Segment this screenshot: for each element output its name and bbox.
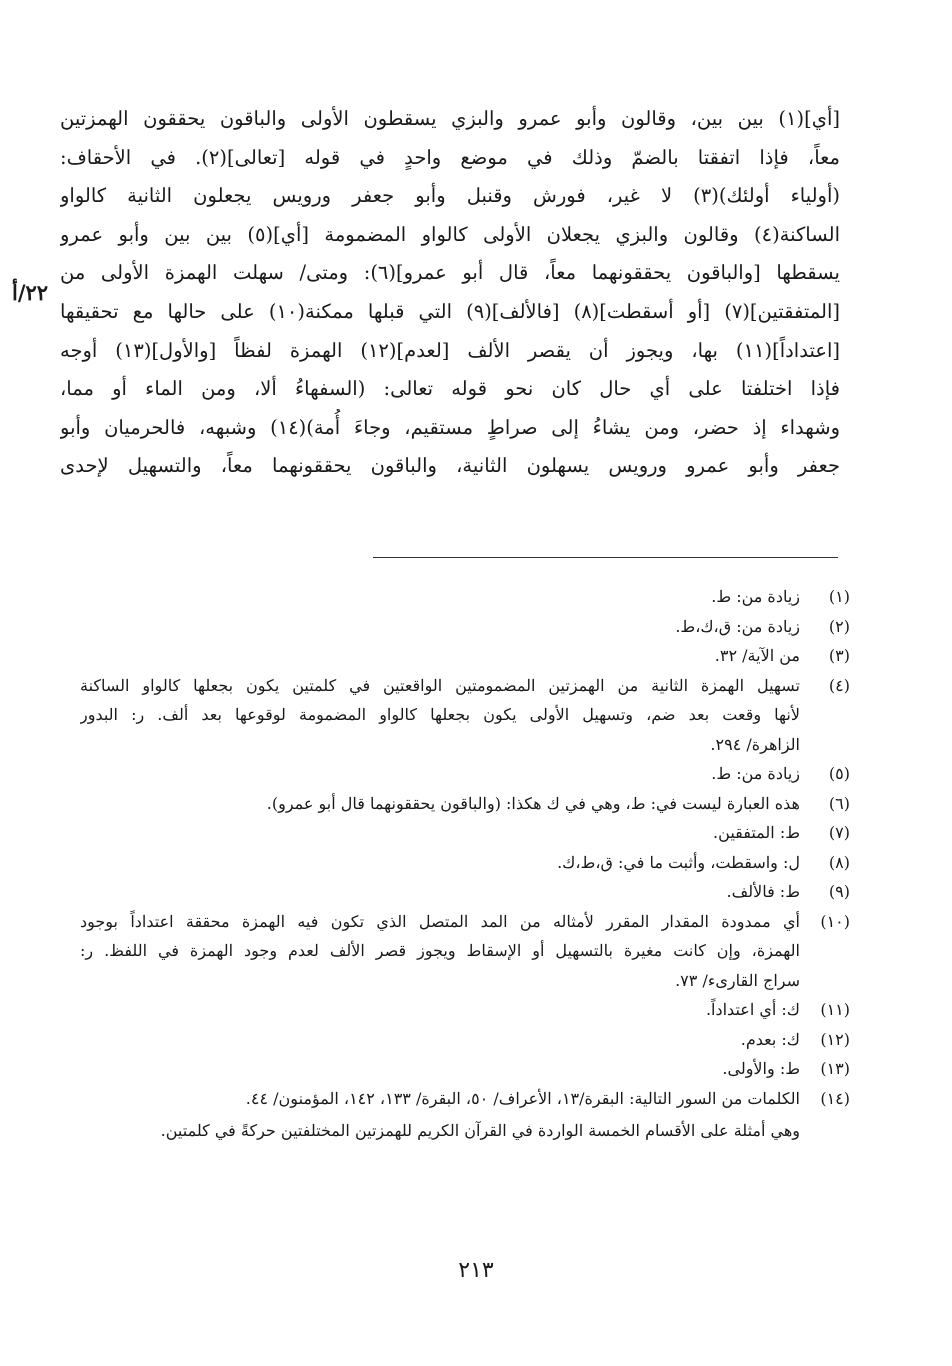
footnote-number: (٦) xyxy=(828,793,850,813)
footnote-number: (١) xyxy=(828,587,850,606)
footnote-number: (١٠) xyxy=(820,911,850,931)
footnote xyxy=(80,818,850,848)
text-line: جعفر وأبو عمرو ورويس يسهلون الثانية، والباقون يحققونهما معاً، والتسهيل لإحدى xyxy=(60,454,840,478)
text-line: فإذا اختلفتا على أي حال كان نحو قوله تعالى: (السفهاءُ ألا، ومن الماء أو مما، xyxy=(60,377,840,401)
text-line: يسقطها [والباقون يحققونهما معاً، قال أبو عمرو](٦): ومتى/ سهلت الهمزة الأولى من xyxy=(60,261,840,285)
footnote-number: (١٤) xyxy=(820,1088,850,1108)
footnote-text: ك: أي اعتداداً. xyxy=(705,1000,800,1019)
footnote-text: ل: واسقطت، وأثبت ما في: ق،ط،ك. xyxy=(557,852,800,872)
footnote-text: تسهيل الهمزة الثانية من الهمزتين المضمومتين الواقعتين في كلمتين يكون بجعلها كالواو الساكنة xyxy=(80,675,800,695)
footnote xyxy=(80,877,850,907)
text-line: وشهداء إذ حضر، ومن يشاءُ إلى صراطٍ مستقيم، وجاءَ أُمة)(١٤) وشبهه، فالحرميان وأبو xyxy=(60,415,840,439)
footnote-text: أي ممدودة المقدار المقرر لأمثاله من المد المتصل الذي تكون فيه الهمزة محققة اعتداداً بوجود xyxy=(80,911,800,931)
text-line: (أولياء أولئك)(٣) لا غير، فورش وقنبل وأبو جعفر ورويس يجعلون الثانية كالواو xyxy=(60,184,840,208)
footnote-text: الهمزة، وإن كانت مغيرة بالتسهيل أو الإسقاط ويجوز قصر الألف لعدم وجود الهمزة في اللفظ. ر: xyxy=(80,941,800,960)
footnote-text: من الآية/ ٣٢. xyxy=(714,646,800,665)
footnote-number: (٩) xyxy=(828,882,850,901)
footnote xyxy=(80,641,850,671)
footnote-continuation: وهي أمثلة على الأقسام الخمسة الواردة في القرآن الكريم للهمزتين المختلفتين حركةً في كلمتين. xyxy=(160,1121,800,1140)
footnote-text: هذه العبارة ليست في: ط، وهي في ك هكذا: (والباقون يحققونهما قال أبو عمرو). xyxy=(266,793,800,813)
footnote-text: ط: والأولى. xyxy=(722,1059,800,1078)
footnote xyxy=(80,1054,850,1084)
text-line: [اعتداداً](١١) بها، ويجوز أن يقصر الألف [لعدم](١٢) الهمزة لفظاً [والأول](١٣) أوجه xyxy=(60,338,840,362)
footnote xyxy=(80,907,850,996)
footnote xyxy=(80,789,850,819)
footnote-number: (٢) xyxy=(828,616,850,636)
footnote-text: زيادة من: ط. xyxy=(711,587,800,606)
footnote xyxy=(80,671,850,760)
text-line: الساكنة(٤) وقالون والبزي يجعلان الأولى كالواو المضمومة [أي](٥) بين بين وأبو عمرو xyxy=(60,222,840,246)
footnote-text: ك: بعدم. xyxy=(740,1029,800,1049)
text-line: معاً، فإذا اتفقتا بالضمّ وذلك في موضع واحدٍ في قوله [تعالى](٢). في الأحقاف: xyxy=(60,145,840,169)
footnote-text: زيادة من: ط. xyxy=(711,764,800,783)
footnote-separator xyxy=(373,557,838,558)
footnote-text: ط: فالألف. xyxy=(726,882,800,901)
footnote-text: ط: المتفقين. xyxy=(713,823,800,842)
footnote-text: الكلمات من السور التالية: البقرة/١٣، الأعراف/ ٥٠، البقرة/ ١٣٣، ١٤٢، المؤمنون/ ٤٤. xyxy=(245,1088,800,1108)
footnote-number: (٨) xyxy=(828,852,850,872)
page-number: ٢١٣ xyxy=(458,1258,494,1283)
footnote-number: (٥) xyxy=(828,764,850,783)
footnote xyxy=(80,1084,850,1114)
footnote-number: (١١) xyxy=(820,1000,850,1019)
text-line: [أي](١) بين بين، وقالون وأبو عمرو والبزي يسقطون الأولى والباقون يحققون الهمزتين xyxy=(60,107,840,130)
footnote xyxy=(80,759,850,789)
footnote-number: (٧) xyxy=(828,823,850,842)
folio-marker: ٢٢/أ xyxy=(12,280,49,305)
footnote-text: لأنها وقعت بعد ضم، وتسهيل الأولى يكون بجعلها كالواو المضمومة لوقوعها بعد ألف. ر: البدور xyxy=(80,705,800,724)
footnote-number: (٤) xyxy=(828,675,850,695)
footnote xyxy=(80,612,850,642)
text-line: [المتفقتين](٧) [أو أسقطت](٨) [فالألف](٩) التي قبلها ممكنة(١٠) على حالها مع تحقيقها xyxy=(60,299,840,323)
footnote xyxy=(80,1025,850,1055)
footnote-text: زيادة من: ق،ك،ط. xyxy=(675,616,800,636)
footnote-number: (١٣) xyxy=(820,1059,850,1078)
main-text xyxy=(60,100,840,486)
footnotes xyxy=(80,582,850,1149)
footnote-text: سراج القارىء/ ٧٣. xyxy=(675,970,800,990)
footnote xyxy=(80,848,850,878)
footnote xyxy=(80,582,850,612)
footnote xyxy=(80,995,850,1025)
footnote-number: (١٢) xyxy=(820,1029,850,1049)
footnote-number: (٣) xyxy=(828,646,850,665)
footnote-text: الزاهرة/ ٢٩٤. xyxy=(710,734,800,754)
